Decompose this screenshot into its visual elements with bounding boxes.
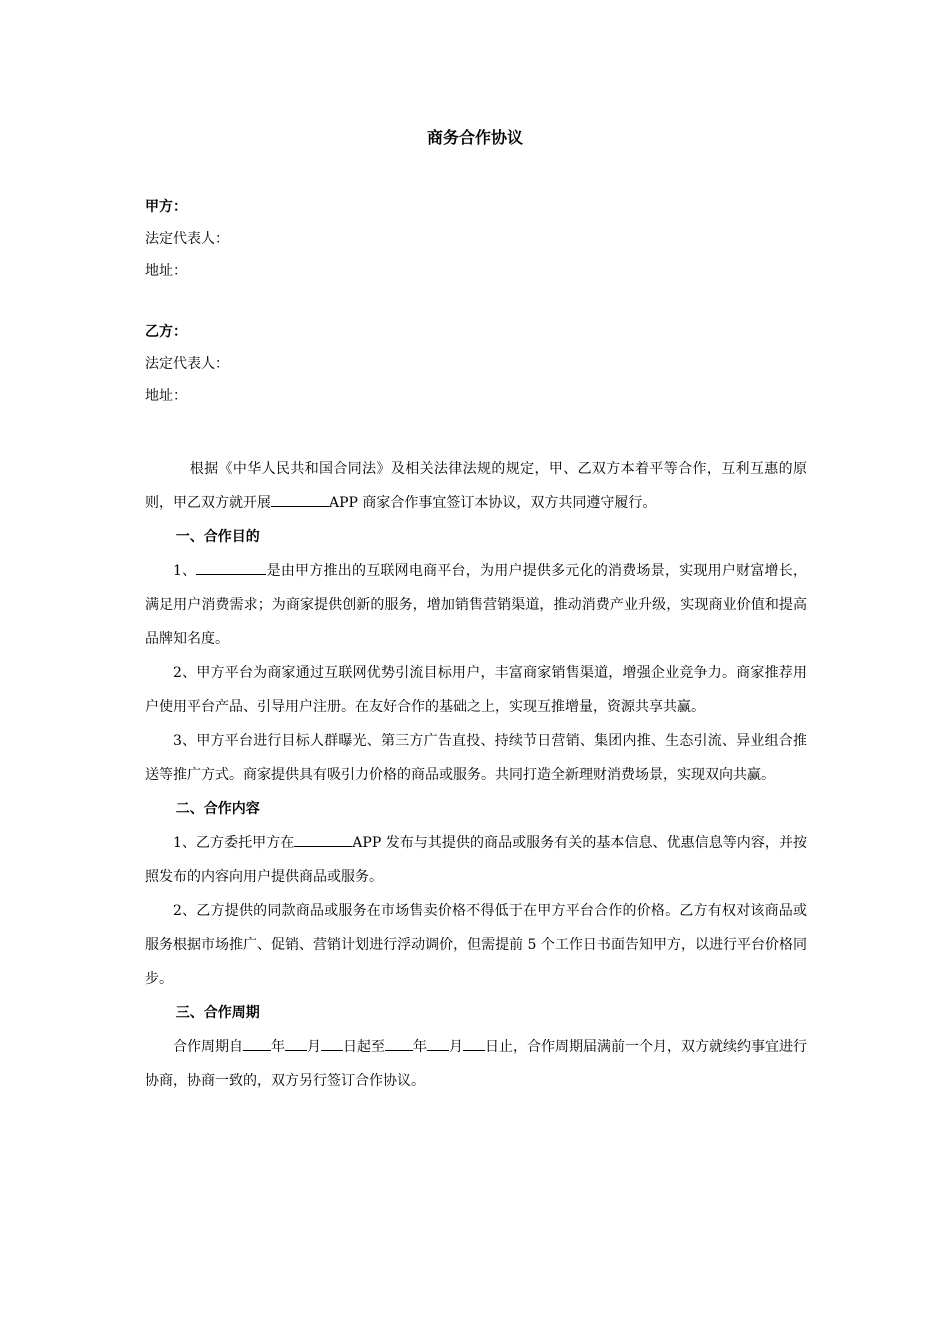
blank-line — [427, 1036, 449, 1051]
blank-line — [285, 1036, 307, 1051]
document-title: 商务合作协议 — [426, 128, 523, 147]
intro-paragraph — [145, 452, 807, 520]
intro-text-1: 根据《中华人民共和国合同法》及相关法律法规的规定，甲、乙双方本着平等合作，互利互惠的原则，甲乙双方就开展 — [145, 461, 807, 511]
section-1-p1-prefix: 1、 — [173, 563, 197, 579]
blank-line — [385, 1036, 413, 1051]
s3-day-2: 日止，合作周期届满前一个月，双方就续约事宜进行协商，协商一致的，双方另行签订合作协议。 — [145, 1039, 807, 1089]
blank-line — [321, 1036, 343, 1051]
agreement-body — [145, 452, 807, 1098]
party-b-block — [145, 321, 805, 417]
section-2-p1-text: APP 发布与其提供的商品或服务有关的基本信息、优惠信息等内容，并按照发布的内容向用户提供商品或服务。 — [145, 835, 807, 885]
blank-line — [271, 492, 329, 507]
s3-year-2: 年 — [413, 1039, 427, 1055]
section-1-paragraph-3: 3、甲方平台进行目标人群曝光、第三方广告直投、持续节日营销、集团内推、生态引流、异业组合推送等推广方式。商家提供具有吸引力价格的商品或服务。共同打造全新理财消费场景，实现双向共赢。 — [145, 733, 807, 783]
party-a-address-label: 地址： — [145, 263, 187, 279]
section-2-paragraph-1 — [145, 826, 807, 894]
blank-line — [294, 832, 352, 847]
section-1-p1-text: 是由甲方推出的互联网电商平台，为用户提供多元化的消费场景，实现用户财富增长，满足用户消费需求；为商家提供创新的服务，增加销售营销渠道，推动消费产业升级，实现商业价值和提高品牌知名度。 — [145, 563, 807, 647]
section-2-paragraph-2: 2、乙方提供的同款商品或服务在市场售卖价格不得低于在甲方平台合作的价格。乙方有权对该商品或服务根据市场推广、促销、营销计划进行浮动调价，但需提前 5 个工作日书面告知甲方，以进行平台价格同步。 — [145, 903, 807, 987]
s3-day-1: 日起至 — [343, 1039, 385, 1055]
party-b-label: 乙方： — [145, 324, 187, 340]
s3-month-1: 月 — [307, 1039, 321, 1055]
blank-line — [463, 1036, 485, 1051]
section-1-paragraph-2: 2、甲方平台为商家通过互联网优势引流目标用户，丰富商家销售渠道，增强企业竞争力。商家推荐用户使用平台产品、引导用户注册。在友好合作的基础之上，实现互推增量，资源共享共赢。 — [145, 665, 807, 715]
party-a-block — [145, 196, 805, 292]
party-b-address-label: 地址： — [145, 388, 187, 404]
section-3-heading: 三、合作周期 — [175, 1005, 260, 1021]
blank-line — [243, 1036, 271, 1051]
s3-month-2: 月 — [449, 1039, 463, 1055]
party-a-rep-label: 法定代表人： — [145, 231, 229, 247]
s3-year-1: 年 — [271, 1039, 285, 1055]
section-2-p1-prefix: 1、乙方委托甲方在 — [173, 835, 295, 851]
section-1-paragraph-1 — [145, 554, 807, 656]
section-3-paragraph-1 — [145, 1030, 807, 1098]
s3-text-a: 合作周期自 — [173, 1039, 243, 1055]
party-a-label: 甲方： — [145, 199, 187, 215]
party-b-rep-label: 法定代表人： — [145, 356, 229, 372]
intro-text-2: APP 商家合作事宜签订本协议，双方共同遵守履行。 — [329, 495, 657, 511]
section-2-heading: 二、合作内容 — [175, 801, 260, 817]
blank-line — [196, 560, 266, 575]
section-1-heading: 一、合作目的 — [175, 529, 260, 545]
